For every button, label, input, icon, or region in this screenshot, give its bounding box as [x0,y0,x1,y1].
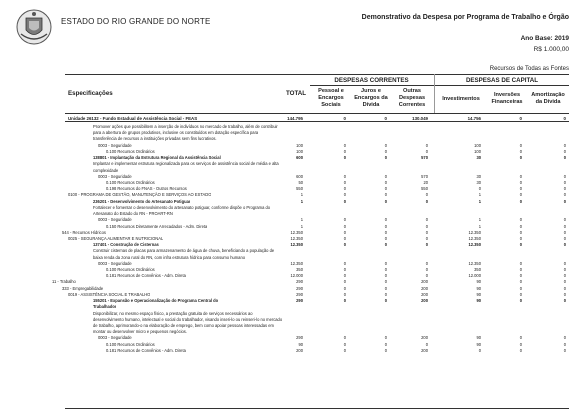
row-value: 0 [563,242,566,248]
row-label: 0.100 Recursos Ordinários [106,179,155,185]
col-investments: Investimentos [442,96,480,102]
row-label: Construir cisternas de placas para armazenamento de água de chuva, beneficiando a população de [93,248,275,254]
row-value: 0 [563,229,566,235]
row-value: 0 [563,335,566,341]
row-value: 100 [474,142,481,148]
row-value: 0 [384,179,387,185]
state-name: ESTADO DO RIO GRANDE DO NORTE [61,17,211,26]
row-value: 90 [476,298,481,304]
row-label: Disponibilizar, no mesmo espaço físico, a prestação gratuita de serviços necessários ao [93,310,253,316]
row-value: 0 [384,155,387,161]
row-value: 0 [425,148,428,154]
row-label: 0003 - Seguridade [98,335,132,341]
row-value: 0 [343,148,346,154]
row-value: 12.350 [468,242,481,248]
unit-row-label: Unidade 26132 - Fundo Estadual de Assistência Social - FEAS [68,116,198,121]
base-year: Ano Base: 2019 [520,35,569,42]
row-label: 0003 - Seguridade [98,217,132,223]
row-value: 0 [519,229,522,235]
row-value: 1 [300,223,303,229]
row-value: 12.350 [290,235,303,241]
row-value: 200 [421,347,428,353]
row-value: 0 [519,173,522,179]
row-value: 0 [343,192,346,198]
unit-row-value: 0 [519,116,522,121]
row-label: 0025 - SEGURANÇA ALIMENTAR E NUTRICIONAL [68,235,164,241]
row-value: 0 [384,341,387,347]
row-value: 100 [474,148,481,154]
row-value: 0 [563,148,566,154]
row-value: 200 [421,291,428,297]
row-value: 0 [425,198,428,204]
row-value: 0 [384,267,387,273]
row-value: 0 [384,242,387,248]
row-value: 0 [563,267,566,273]
row-label: 137401 - Construção de Cisternas [93,242,159,248]
row-value: 290 [296,335,303,341]
row-value: 0 [563,217,566,223]
row-value: 0 [343,186,346,192]
row-value: 30 [476,173,481,179]
row-label: baixa renda da zona rural do RN, com infra estrutura hídrica para consumo humano [93,254,246,260]
col-debt-interest: Juros e Encargos da Dívida [354,88,388,108]
row-value: 12.350 [290,229,303,235]
row-label: 0003 - Seguridade [98,142,132,148]
unit-row-value: 144.795 [287,116,303,121]
row-value: 0 [425,260,428,266]
row-value: 0 [384,285,387,291]
row-label: 0.100 Recursos Ordinários [106,267,155,273]
table-bottom-rule [65,408,569,409]
specification-header: Especificações [68,90,113,97]
unit-row-rule [65,121,569,122]
row-value: 90 [298,341,303,347]
row-value: 200 [421,335,428,341]
row-value: 1 [478,217,481,223]
row-value: 600 [296,173,303,179]
header-bottom-rule [65,113,569,114]
row-value: 0 [343,267,346,273]
row-label: 236201 - Desenvolvimento do Artesanato Potiguar [93,198,191,204]
row-value: 0 [425,242,428,248]
report-title: Demonstrativo da Despesa por Programa de Trabalho e Órgão [361,14,569,21]
row-value: 0 [519,260,522,266]
row-value: 350 [474,267,481,273]
row-value: 0 [384,186,387,192]
row-value: 0 [425,223,428,229]
row-value: 0 [343,217,346,223]
row-value: 100 [296,148,303,154]
unit-row-value: 0 [384,116,387,121]
row-value: 0 [563,192,566,198]
row-value: 0 [519,235,522,241]
row-value: 90 [476,341,481,347]
row-value: 0 [563,198,566,204]
row-value: 0 [519,347,522,353]
row-label: montar ou desenvolver micro e pequenos negócios. [93,329,187,335]
group-rule [310,85,569,86]
table-row [0,348,585,354]
table-body [0,124,585,354]
row-value: 0 [519,291,522,297]
row-value: 50 [298,179,303,185]
group-capital-expenses: DESPESAS DE CAPITAL [465,77,539,84]
row-value: 0 [343,341,346,347]
row-label: 138801 - Implantação da Estrutura Regional da Assistência Social [93,155,221,161]
row-value: 600 [296,155,303,161]
row-value: 12.350 [290,242,303,248]
row-value: 0 [343,179,346,185]
row-value: 550 [296,186,303,192]
col-financial-inversions: Inversões Financeiras [491,92,523,105]
row-value: 1 [300,198,303,204]
row-value: 0 [343,155,346,161]
source-label: Recursos de Todas as Fontes [489,66,569,72]
row-value: 0 [384,273,387,279]
row-value: 12.350 [468,260,481,266]
row-value: 12.350 [290,260,303,266]
table-top-rule [65,74,569,75]
row-value: 0 [519,198,522,204]
row-value: 0 [343,335,346,341]
row-value: 200 [421,285,428,291]
row-value: 0 [519,142,522,148]
row-value: 0 [519,279,522,285]
row-value: 200 [421,279,428,285]
row-label: 0100 - PROGRAMA DE GESTÃO, MANUTENÇÃO E SERVIÇOS AO ESTADO [68,192,212,198]
row-label: Fortalecer e fomentar o desenvolvimento do artesanato potiguar, conforme dispõe o Programa do [93,204,271,210]
row-value: 30 [476,179,481,185]
row-value: 0 [343,173,346,179]
row-value: 0 [519,242,522,248]
row-value: 0 [478,347,481,353]
row-value: 0 [384,235,387,241]
row-label: 0.150 Recursos Diretamente Arrecadados - Adm. Direta [106,223,208,229]
row-value: 0 [519,298,522,304]
row-value: 0 [519,155,522,161]
row-value: 0 [563,298,566,304]
row-value: 0 [519,223,522,229]
row-value: 0 [519,341,522,347]
unit-row-value: 14.756 [467,116,481,121]
row-value: 0 [343,198,346,204]
row-label: 0003 - Seguridade [98,173,132,179]
row-label: 0.100 Recursos Ordinários [106,341,155,347]
row-value: 550 [421,186,428,192]
row-label: complexidade [93,167,119,173]
row-value: 350 [296,267,303,273]
row-value: 0 [563,223,566,229]
row-value: 0 [519,148,522,154]
row-value: 90 [476,285,481,291]
row-value: 290 [296,298,303,304]
row-label: 0.198 Recursos do FNAS - Outros Recursos [106,186,187,192]
row-value: 0 [343,347,346,353]
row-value: 0 [563,285,566,291]
unit-row-value: 130.049 [412,116,428,121]
row-label: para a abertura de grupos produtivos, inclusive os constituídos em dotação específica para [93,130,259,136]
col-debt-amortization: Amortização da Dívida [531,92,565,105]
row-label: 0019 - ASSISTÊNCIA SOCIAL E TRABALHO [68,291,151,297]
row-value: 90 [476,291,481,297]
row-value: 0 [343,229,346,235]
row-label: 0003 - Seguridade [98,260,132,266]
row-value: 0 [384,148,387,154]
row-value: 0 [563,179,566,185]
row-value: 0 [519,273,522,279]
row-value: 0 [563,279,566,285]
row-label: Artesanato do Estado do RN - PROART-RN [93,211,173,217]
row-value: 0 [425,273,428,279]
row-value: 0 [384,198,387,204]
row-label: Trabalhador [93,304,117,310]
row-label: 155201 - Expansão e Operacionalização do Programa Central do [93,298,219,304]
row-label: 0.181 Recursos de Convênios - Adm. Direta [106,347,186,353]
row-value: 0 [384,260,387,266]
row-value: 0 [519,186,522,192]
row-value: 0 [519,335,522,341]
row-label: 0.100 Recursos Ordinários [106,148,155,154]
row-value: 0 [384,279,387,285]
row-value: 0 [425,267,428,273]
row-value: 0 [343,279,346,285]
row-value: 1 [478,198,481,204]
row-value: 0 [384,347,387,353]
row-value: 0 [563,186,566,192]
row-value: 100 [296,142,303,148]
row-label: 544 - Recursos Hídricos [62,229,106,235]
row-value: 0 [563,347,566,353]
row-value: 1 [478,192,481,198]
row-value: 290 [296,279,303,285]
row-value: 290 [296,285,303,291]
row-label: 11 - Trabalho [52,279,76,285]
row-value: 90 [476,279,481,285]
row-value: 0 [384,291,387,297]
row-value: 0 [563,173,566,179]
row-value: 20 [423,179,428,185]
row-value: 0 [343,223,346,229]
row-value: 0 [563,273,566,279]
row-value: 1 [478,223,481,229]
row-label: desenvolvimento humano, intelectual e social do trabalhador, visando inseri-lo ou reinseri-lo no mercado [93,316,283,322]
row-value: 12.000 [468,273,481,279]
row-value: 12.350 [468,229,481,235]
row-value: 0 [425,235,428,241]
row-value: 0 [478,186,481,192]
row-value: 0 [343,273,346,279]
row-label: transferência de recursos a instituições privadas sem fins lucrativos. [93,136,217,142]
row-value: 0 [384,223,387,229]
row-value: 200 [296,347,303,353]
row-value: 570 [421,173,428,179]
row-value: 12.000 [290,273,303,279]
row-value: 0 [384,173,387,179]
row-value: 290 [296,291,303,297]
currency-unit: R$ 1.000,00 [533,46,569,53]
row-value: 0 [384,192,387,198]
col-personnel: Pessoal e Encargos Sociais [318,88,344,108]
group-divider [434,74,435,113]
row-value: 0 [384,229,387,235]
row-value: 0 [343,260,346,266]
row-value: 570 [421,155,428,161]
row-value: 0 [384,217,387,223]
row-value: 0 [519,285,522,291]
row-value: 200 [421,298,428,304]
row-value: 0 [425,142,428,148]
row-value: 1 [300,217,303,223]
row-label: Implantar e implementar estrutura regionalizada para os serviços de assistência social de média e alta [93,161,279,167]
row-value: 0 [343,291,346,297]
unit-row-value: 0 [343,116,346,121]
unit-row-value: 0 [563,116,566,121]
row-label: de trabalho, aprimorando-o na elaboração de emprego, bem como apoiar pessoas interessadas em [93,323,274,328]
row-value: 0 [563,142,566,148]
row-value: 0 [384,142,387,148]
state-coat-of-arms-logo [15,8,53,46]
row-value: 0 [519,217,522,223]
group-current-expenses: DESPESAS CORRENTES [334,77,409,84]
total-header: TOTAL [286,90,307,97]
row-value: 0 [425,192,428,198]
row-value: 0 [425,341,428,347]
row-label: 333 - Empregabilidade [62,285,104,291]
row-value: 0 [384,298,387,304]
row-value: 0 [563,155,566,161]
row-value: 0 [563,291,566,297]
row-value: 0 [563,235,566,241]
row-value: 0 [384,335,387,341]
row-value: 30 [476,155,481,161]
row-value: 0 [343,298,346,304]
row-value: 90 [476,335,481,341]
row-value: 0 [563,341,566,347]
col-other-current: Outras Despesas Correntes [398,88,426,108]
row-value: 0 [343,235,346,241]
row-value: 0 [343,142,346,148]
row-label: 0.181 Recursos de Convênios - Adm. Direta [106,273,186,279]
row-value: 0 [519,192,522,198]
row-value: 0 [343,242,346,248]
row-value: 0 [425,217,428,223]
row-value: 0 [343,285,346,291]
row-value: 0 [425,229,428,235]
row-value: 12.350 [468,235,481,241]
row-label: Promover ações que possibilitem a inserção de indivíduos no mercado de trabalho, além de contribuir [93,124,278,129]
row-value: 0 [519,267,522,273]
row-value: 0 [519,179,522,185]
row-value: 1 [300,192,303,198]
row-value: 0 [563,260,566,266]
